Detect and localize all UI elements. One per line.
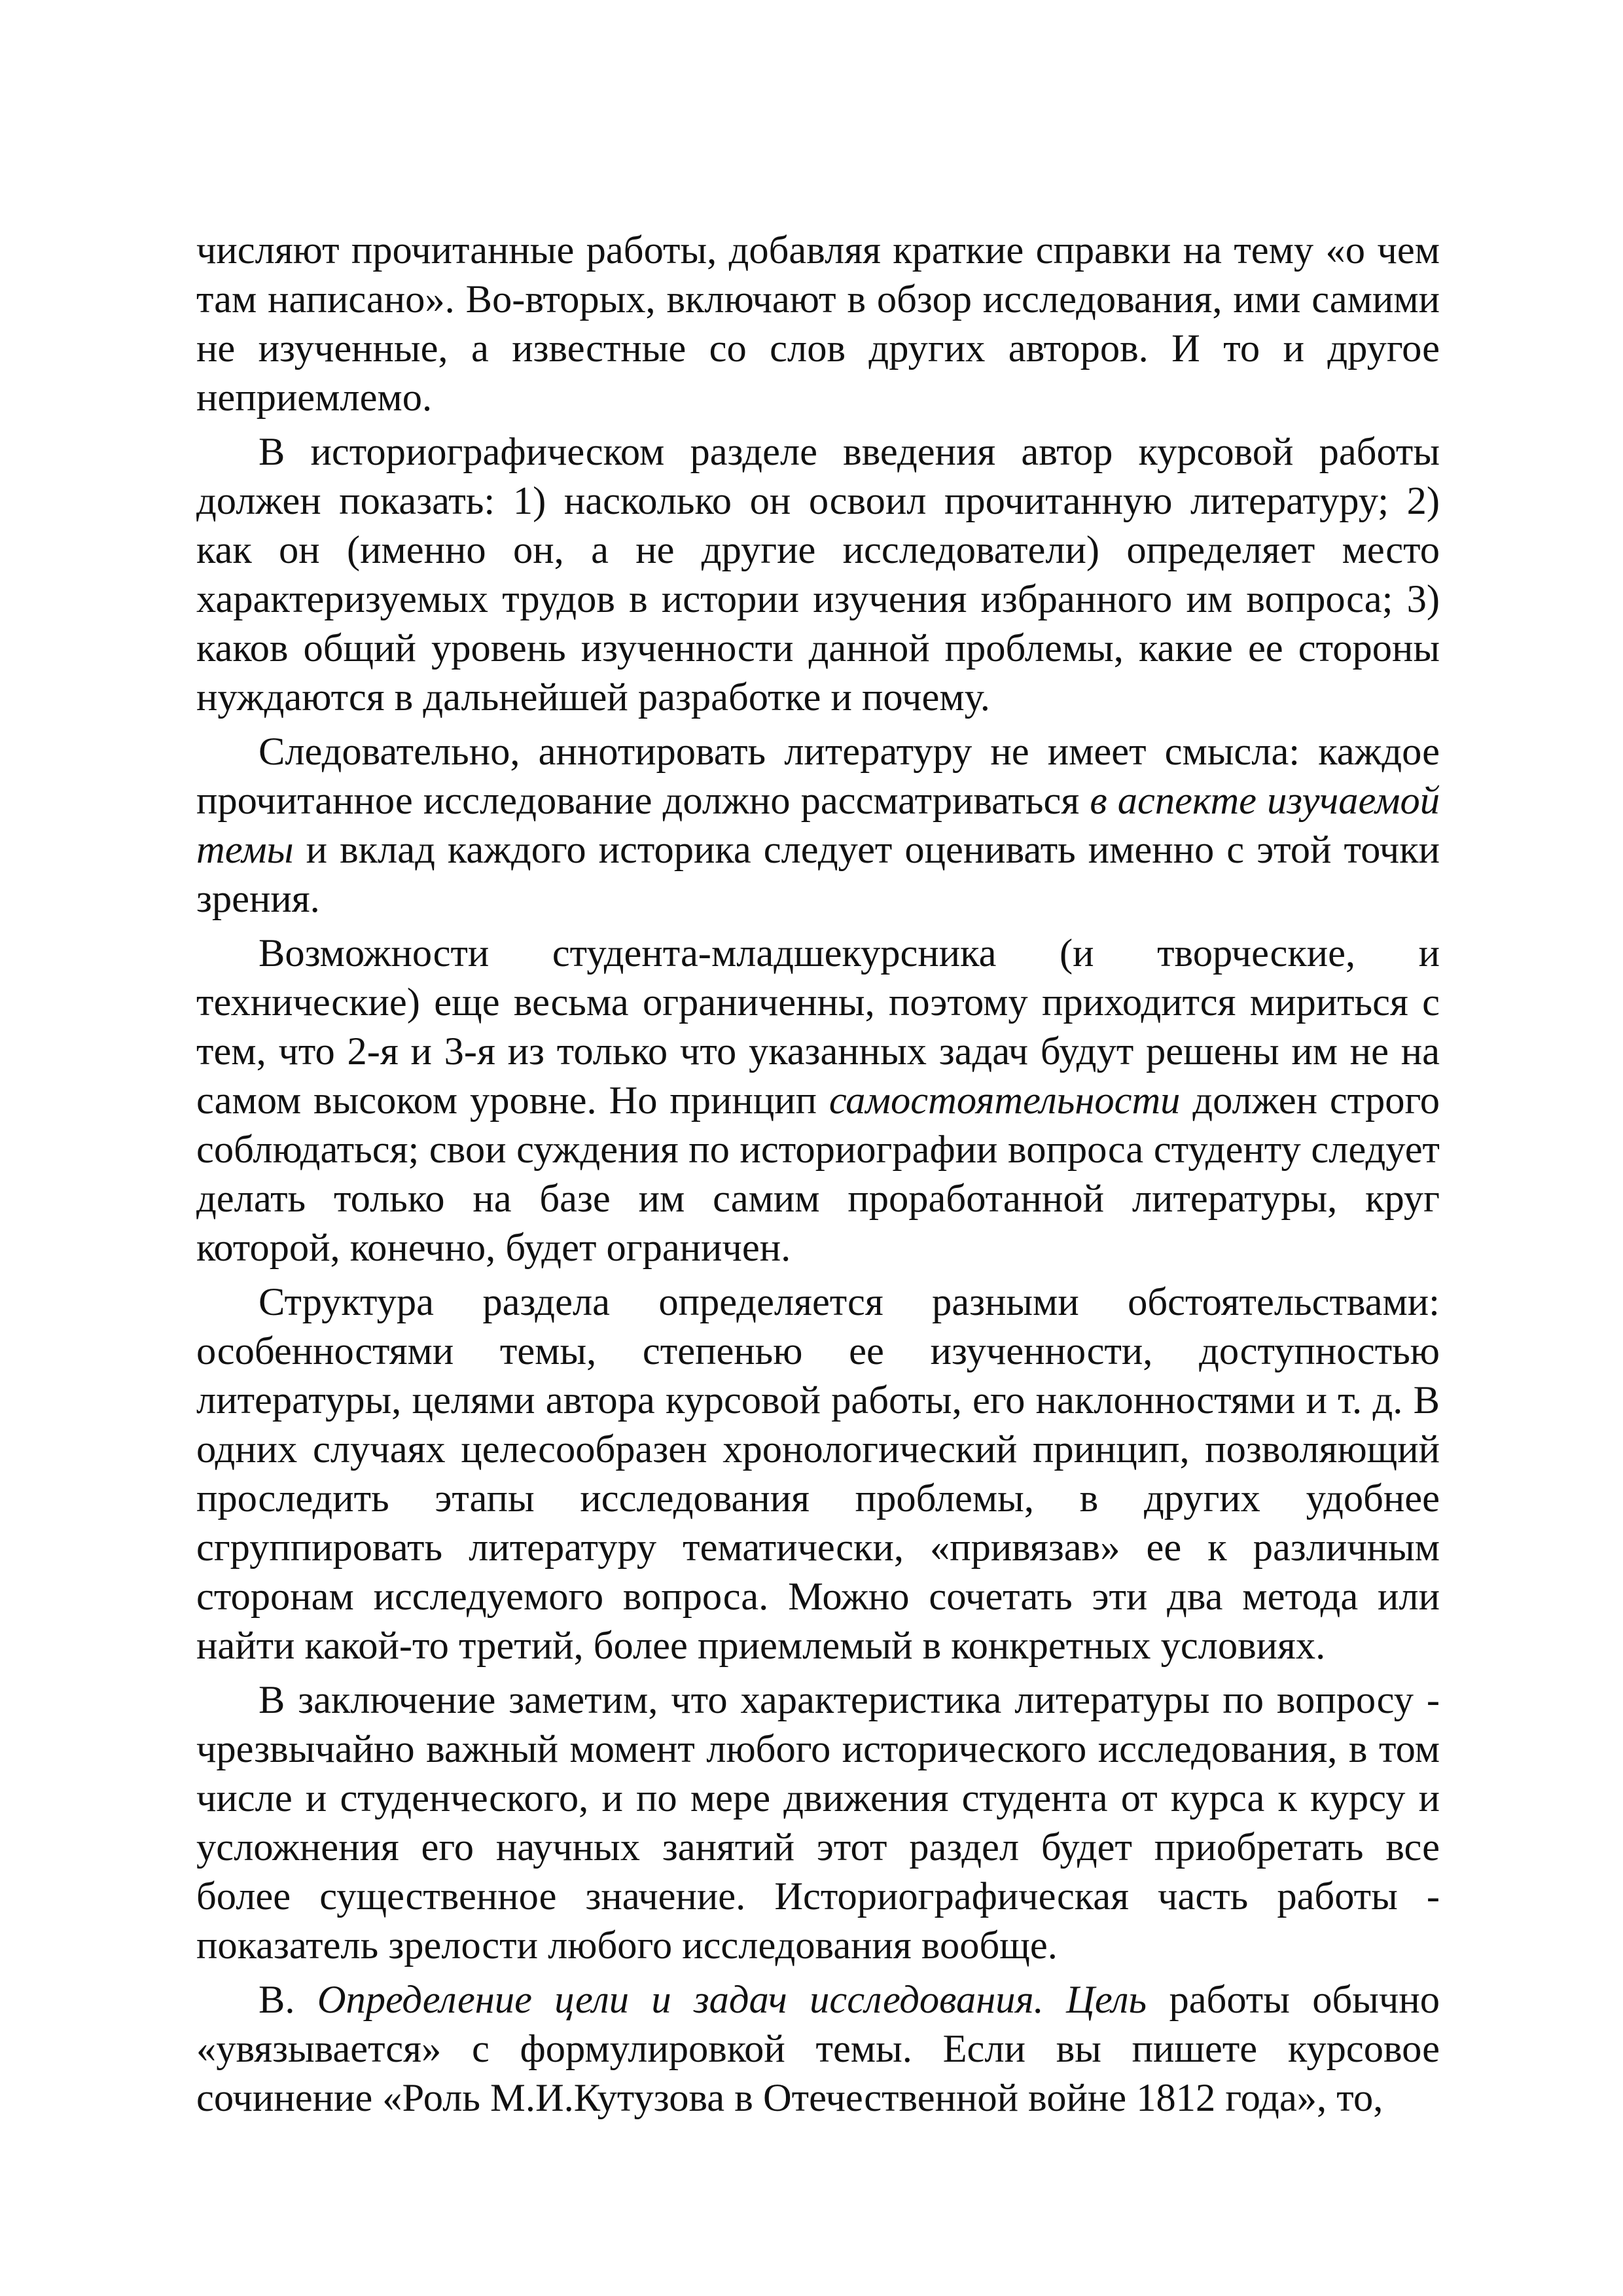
- paragraph-2-text: В историографическом разделе введения автор курсовой работы должен показать: 1) насколько он освоил прочитанную литературу; 2) как он (именно он, а не другие исследователи) определяет место характеризуемых трудов в истории изучения избранного им вопроса; 3) каков общий уровень изученности данной проблемы, какие ее стороны нуждаются в дальнейшей разработке и почему.: [196, 430, 1440, 719]
- paragraph-6-text: В заключение заметим, что характеристика литературы по вопросу - чрезвычайно важный момент любого исторического исследования, в том числе и студенческого, и по мере движения студента от курса к курсу и усложнения его научных занятий этот раздел будет приобретать все более существенное значение. Историографическая часть работы - показатель зрелости любого исследования вообще.: [196, 1678, 1440, 1967]
- paragraph-1-text: числяют прочитанные работы, добавляя краткие справки на тему «о чем там написано». Во-вторых, включают в обзор исследования, ими самими не изученные, а известные со слов других авторов. И то и другое неприемлемо.: [196, 228, 1440, 420]
- paragraph-7-emphasis: Определение цели и задач исследования. Цель: [317, 1978, 1147, 2022]
- page-body: [196, 226, 1440, 2128]
- paragraph-7-text-b: работы обычно «увязывается» с формулировкой темы. Если вы пишете курсовое сочинение «Роль М.И.Кутузова в Отечественной войне 1812 года», то,: [196, 1978, 1440, 2120]
- paragraph-3-emphasis: в аспекте изучаемой темы: [196, 779, 1440, 872]
- paragraph-4-text-a: Возможности студента-младшекурсника (и творческие, и технические) еще весьма ограниченны, поэтому приходится мириться с тем, что 2-я и 3-я из только что указанных задач будут решены им не на самом высоком уровне. Но принцип: [196, 931, 1440, 1122]
- paragraph-6: [196, 1676, 1440, 1970]
- paragraph-7-text-a: В.: [259, 1978, 317, 2022]
- paragraph-3: [196, 727, 1440, 924]
- paragraph-5-text: Структура раздела определяется разными обстоятельствами: особенностями темы, степенью ее изученности, доступностью литературы, целями автора курсовой работы, его наклонностями и т. д. В одних случаях целесообразен хронологический принцип, позволяющий проследить этапы исследования проблемы, в других удобнее сгруппировать литературу тематически, «привязав» ее к различным сторонам исследуемого вопроса. Можно сочетать эти два метода или найти какой-то третий, более приемлемый в конкретных условиях.: [196, 1280, 1440, 1668]
- paragraph-2: [196, 427, 1440, 722]
- paragraph-3-text-a: Следовательно, аннотировать литературу не имеет смысла: каждое прочитанное исследование должно рассматриваться: [196, 730, 1440, 823]
- paragraph-5: [196, 1278, 1440, 1670]
- paragraph-3-text-b: и вклад каждого историка следует оценивать именно с этой точки зрения.: [196, 828, 1440, 921]
- paragraph-4-text-b: должен строго соблюдаться; свои суждения по историографии вопроса студенту следует делать только на базе им самим проработанной литературы, круг которой, конечно, будет ограничен.: [196, 1079, 1440, 1270]
- paragraph-4-emphasis: самостоятельности: [829, 1079, 1181, 1122]
- paragraph-1: [196, 226, 1440, 422]
- paragraph-7: [196, 1975, 1440, 2123]
- paragraph-4: [196, 929, 1440, 1272]
